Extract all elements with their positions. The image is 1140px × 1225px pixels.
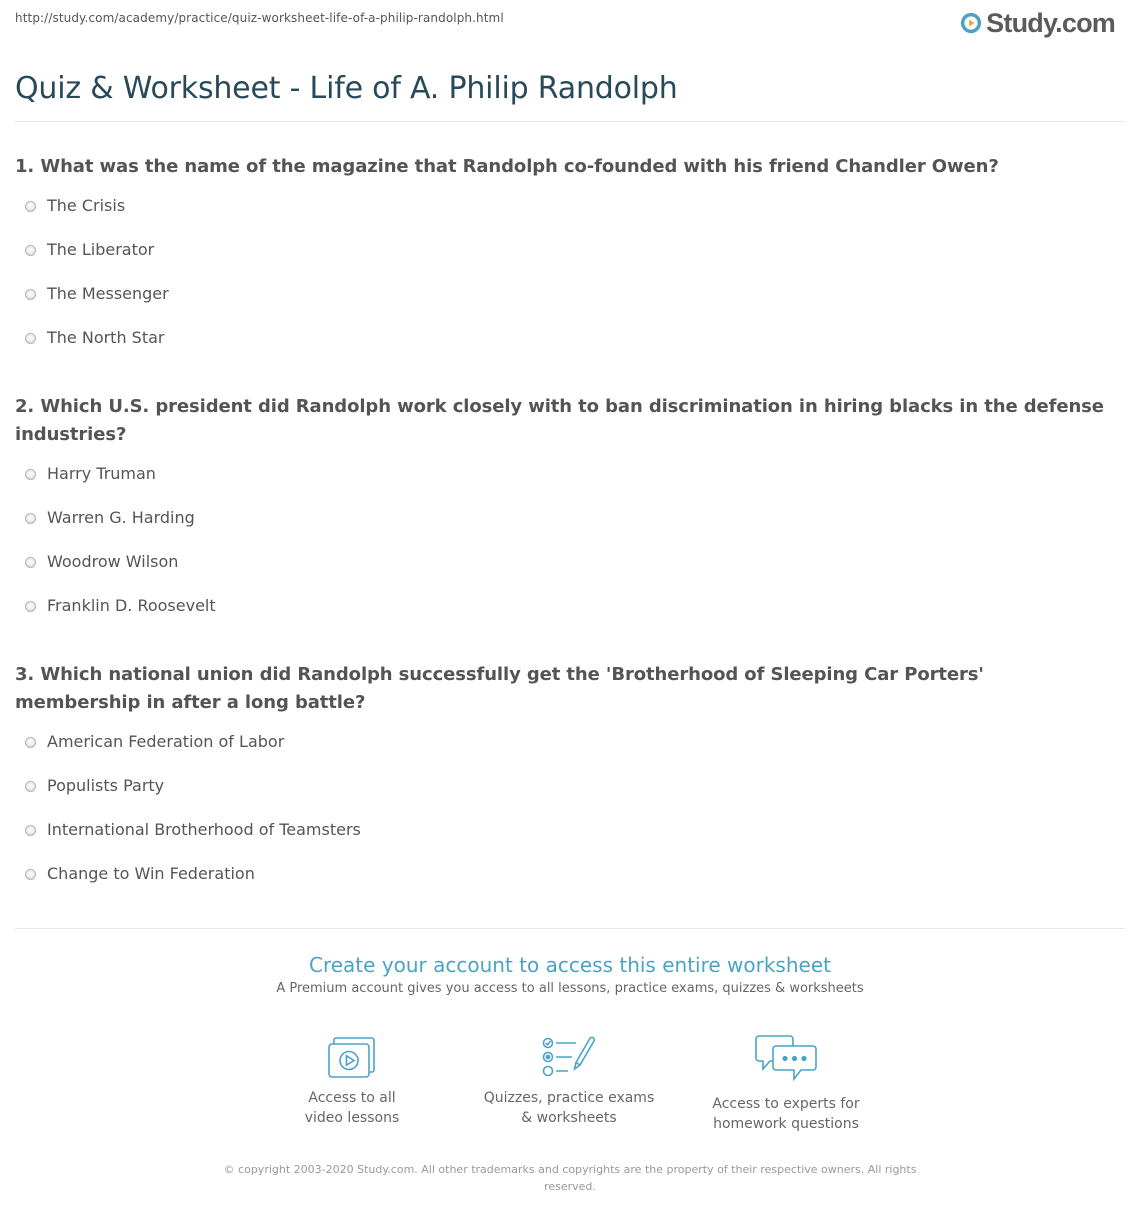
- radio-button[interactable]: [25, 869, 36, 880]
- answer-option[interactable]: [15, 464, 1115, 508]
- answer-option[interactable]: [15, 508, 1115, 552]
- cta-section: [0, 952, 1140, 996]
- answer-label: The Crisis: [47, 196, 126, 215]
- radio-button[interactable]: [25, 557, 36, 568]
- answer-label: Warren G. Harding: [47, 508, 195, 527]
- question-text: 2. Which U.S. president did Randolph work closely with to ban discrimination in hiring blacks in the defense industries?: [15, 396, 1104, 445]
- answer-option[interactable]: [15, 328, 1115, 372]
- answer-label: Change to Win Federation: [47, 864, 255, 883]
- feature-video: [252, 1034, 452, 1128]
- answer-option[interactable]: [15, 284, 1115, 328]
- radio-button[interactable]: [25, 469, 36, 480]
- feature-quizzes: [469, 1034, 669, 1128]
- radio-button[interactable]: [25, 781, 36, 792]
- answer-option[interactable]: [15, 240, 1115, 284]
- feature-label: Access to experts for homework questions: [712, 1096, 860, 1132]
- answer-label: International Brotherhood of Teamsters: [47, 820, 361, 839]
- answer-option[interactable]: [15, 864, 1115, 908]
- question-3: [15, 661, 1115, 908]
- answer-option[interactable]: [15, 776, 1115, 820]
- answer-option[interactable]: [15, 820, 1115, 864]
- page-url: http://study.com/academy/practice/quiz-worksheet-life-of-a-philip-randolph.html: [15, 11, 504, 25]
- answer-option[interactable]: [15, 596, 1115, 640]
- answer-label: The North Star: [47, 328, 165, 347]
- question-text: 1. What was the name of the magazine that Randolph co-founded with his friend Chandler Owen?: [15, 156, 999, 177]
- cta-subtitle: A Premium account gives you access to all lessons, practice exams, quizzes & worksheets: [276, 981, 864, 996]
- radio-button[interactable]: [25, 333, 36, 344]
- question-text: 3. Which national union did Randolph successfully get the 'Brotherhood of Sleeping Car Porters' membership in after a long battle?: [15, 664, 984, 713]
- quiz-checklist-icon: [540, 1034, 598, 1080]
- answer-label: Franklin D. Roosevelt: [47, 596, 216, 615]
- chat-experts-icon: [753, 1034, 819, 1086]
- answer-label: American Federation of Labor: [47, 732, 285, 751]
- answer-label: The Messenger: [47, 284, 169, 303]
- question-1: [15, 153, 1115, 372]
- radio-button[interactable]: [25, 289, 36, 300]
- radio-button[interactable]: [25, 601, 36, 612]
- answer-label: Harry Truman: [47, 464, 156, 483]
- answer-list: [15, 464, 1115, 640]
- answer-option[interactable]: [15, 732, 1115, 776]
- answer-option[interactable]: [15, 196, 1115, 240]
- answer-label: Woodrow Wilson: [47, 552, 179, 571]
- feature-label: Access to all video lessons: [304, 1090, 400, 1126]
- video-lessons-icon: [326, 1034, 378, 1080]
- study-logo[interactable]: [960, 8, 1115, 38]
- cta-divider: [15, 928, 1125, 929]
- radio-button[interactable]: [25, 513, 36, 524]
- answer-list: [15, 732, 1115, 908]
- radio-button[interactable]: [25, 245, 36, 256]
- answer-list: [15, 196, 1115, 372]
- answer-label: Populists Party: [47, 776, 165, 795]
- answer-label: The Liberator: [47, 240, 155, 259]
- logo-wordmark: Study.com: [986, 7, 1115, 38]
- cta-link[interactable]: Create your account to access this entire worksheet: [309, 953, 831, 977]
- title-divider: [15, 121, 1125, 122]
- play-circle-icon: [960, 12, 982, 34]
- feature-experts: [686, 1034, 886, 1134]
- question-2: [15, 393, 1115, 640]
- radio-button[interactable]: [25, 201, 36, 212]
- answer-option[interactable]: [15, 552, 1115, 596]
- page-title: Quiz & Worksheet - Life of A. Philip Randolph: [15, 71, 678, 106]
- radio-button[interactable]: [25, 825, 36, 836]
- copyright-notice: © copyright 2003-2020 Study.com. All other trademarks and copyrights are the property of their respective owners. All rights reserved.: [223, 1163, 917, 1193]
- feature-label: Quizzes, practice exams & worksheets: [483, 1090, 655, 1126]
- radio-button[interactable]: [25, 737, 36, 748]
- header-bar: [15, 7, 1115, 41]
